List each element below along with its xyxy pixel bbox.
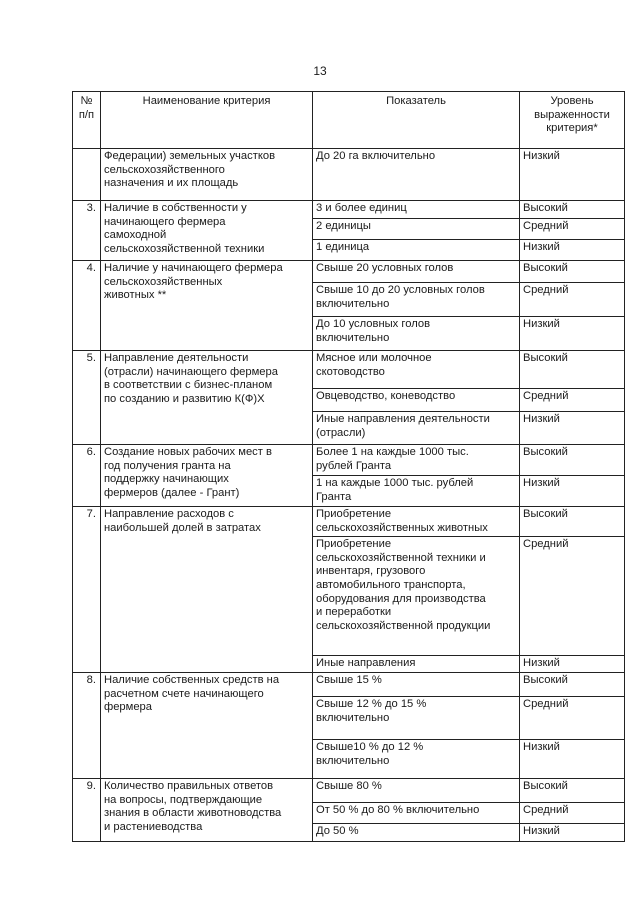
indicator-cell: Мясное или молочное скотоводство bbox=[313, 351, 520, 389]
level-cell: Средний bbox=[520, 803, 625, 824]
indicator-cell: 3 и более единиц bbox=[313, 201, 520, 219]
level-cell: Низкий bbox=[520, 412, 625, 445]
indicator-cell: Свыше 80 % bbox=[313, 779, 520, 803]
indicator-cell: Приобретение сельскохозяйственных животных bbox=[313, 507, 520, 537]
criterion-name: Наличие собственных средств на расчетном счете начинающего фермера bbox=[101, 673, 313, 779]
criteria-table bbox=[72, 91, 625, 842]
page-number: 13 bbox=[313, 64, 327, 78]
level-cell: Низкий bbox=[520, 240, 625, 261]
criterion-name: Наличие в собственности у начинающего фермера самоходной сельскохозяйственной техники bbox=[101, 201, 313, 261]
criterion-number: 9. bbox=[73, 779, 101, 842]
level-cell: Высокий bbox=[520, 507, 625, 537]
criterion-number: 4. bbox=[73, 261, 101, 351]
indicator-cell: Иные направления деятельности (отрасли) bbox=[313, 412, 520, 445]
criterion-number: 8. bbox=[73, 673, 101, 779]
level-cell: Высокий bbox=[520, 445, 625, 476]
indicator-cell: Свыше 10 до 20 условных голов включительно bbox=[313, 283, 520, 317]
table-row bbox=[73, 445, 625, 476]
indicator-cell: Приобретение сельскохозяйственной техники и инвентаря, грузового автомобильного транспорта, оборудования для производства и переработки сельскохозяйственной продукции bbox=[313, 537, 520, 656]
level-cell: Низкий bbox=[520, 317, 625, 351]
criterion-name: Направление расходов с наибольшей долей в затратах bbox=[101, 507, 313, 673]
table-row bbox=[73, 507, 625, 537]
criterion-number bbox=[73, 149, 101, 201]
level-cell: Низкий bbox=[520, 740, 625, 779]
indicator-cell: Свыше 12 % до 15 % включительно bbox=[313, 697, 520, 740]
indicator-cell: До 50 % bbox=[313, 824, 520, 842]
table-row bbox=[73, 149, 625, 201]
level-cell: Низкий bbox=[520, 149, 625, 201]
level-cell: Низкий bbox=[520, 656, 625, 673]
level-cell: Высокий bbox=[520, 201, 625, 219]
level-cell: Высокий bbox=[520, 351, 625, 389]
indicator-cell: Овцеводство, коневодство bbox=[313, 389, 520, 412]
table-row bbox=[73, 673, 625, 697]
criterion-name: Наличие у начинающего фермера сельскохозяйственных животных ** bbox=[101, 261, 313, 351]
level-cell: Высокий bbox=[520, 779, 625, 803]
indicator-cell: Свыше 20 условных голов bbox=[313, 261, 520, 283]
header-number: № п/п bbox=[73, 92, 101, 149]
level-cell: Средний bbox=[520, 697, 625, 740]
criterion-number: 7. bbox=[73, 507, 101, 673]
level-cell: Средний bbox=[520, 283, 625, 317]
level-cell: Высокий bbox=[520, 673, 625, 697]
indicator-cell: От 50 % до 80 % включительно bbox=[313, 803, 520, 824]
level-cell: Средний bbox=[520, 537, 625, 656]
indicator-cell: Иные направления bbox=[313, 656, 520, 673]
criterion-name: Направление деятельности (отрасли) начинающего фермера в соответствии с бизнес-планом по созданию и развитию К(Ф)Х bbox=[101, 351, 313, 445]
indicator-cell: 1 на каждые 1000 тыс. рублей Гранта bbox=[313, 476, 520, 507]
level-cell: Низкий bbox=[520, 476, 625, 507]
criterion-name: Количество правильных ответов на вопросы, подтверждающие знания в области животноводства и растениеводства bbox=[101, 779, 313, 842]
level-cell: Низкий bbox=[520, 824, 625, 842]
indicator-cell: До 10 условных голов включительно bbox=[313, 317, 520, 351]
criterion-name: Федерации) земельных участков сельскохозяйственного назначения и их площадь bbox=[101, 149, 313, 201]
level-cell: Средний bbox=[520, 389, 625, 412]
table-row bbox=[73, 261, 625, 283]
indicator-cell: До 20 га включительно bbox=[313, 149, 520, 201]
criterion-number: 3. bbox=[73, 201, 101, 261]
table-row bbox=[73, 779, 625, 803]
criterion-number: 5. bbox=[73, 351, 101, 445]
header-criterion-name: Наименование критерия bbox=[101, 92, 313, 149]
table-row bbox=[73, 201, 625, 219]
criterion-name: Создание новых рабочих мест в год получения гранта на поддержку начинающих фермеров (далее - Грант) bbox=[101, 445, 313, 507]
indicator-cell: 1 единица bbox=[313, 240, 520, 261]
indicator-cell: Свыше10 % до 12 % включительно bbox=[313, 740, 520, 779]
indicator-cell: 2 единицы bbox=[313, 219, 520, 240]
table-row bbox=[73, 351, 625, 389]
table-header-row bbox=[73, 92, 625, 149]
indicator-cell: Свыше 15 % bbox=[313, 673, 520, 697]
header-indicator: Показатель bbox=[313, 92, 520, 149]
level-cell: Средний bbox=[520, 219, 625, 240]
level-cell: Высокий bbox=[520, 261, 625, 283]
criterion-number: 6. bbox=[73, 445, 101, 507]
header-level: Уровень выраженности критерия* bbox=[520, 92, 625, 149]
indicator-cell: Более 1 на каждые 1000 тыс. рублей Гранта bbox=[313, 445, 520, 476]
